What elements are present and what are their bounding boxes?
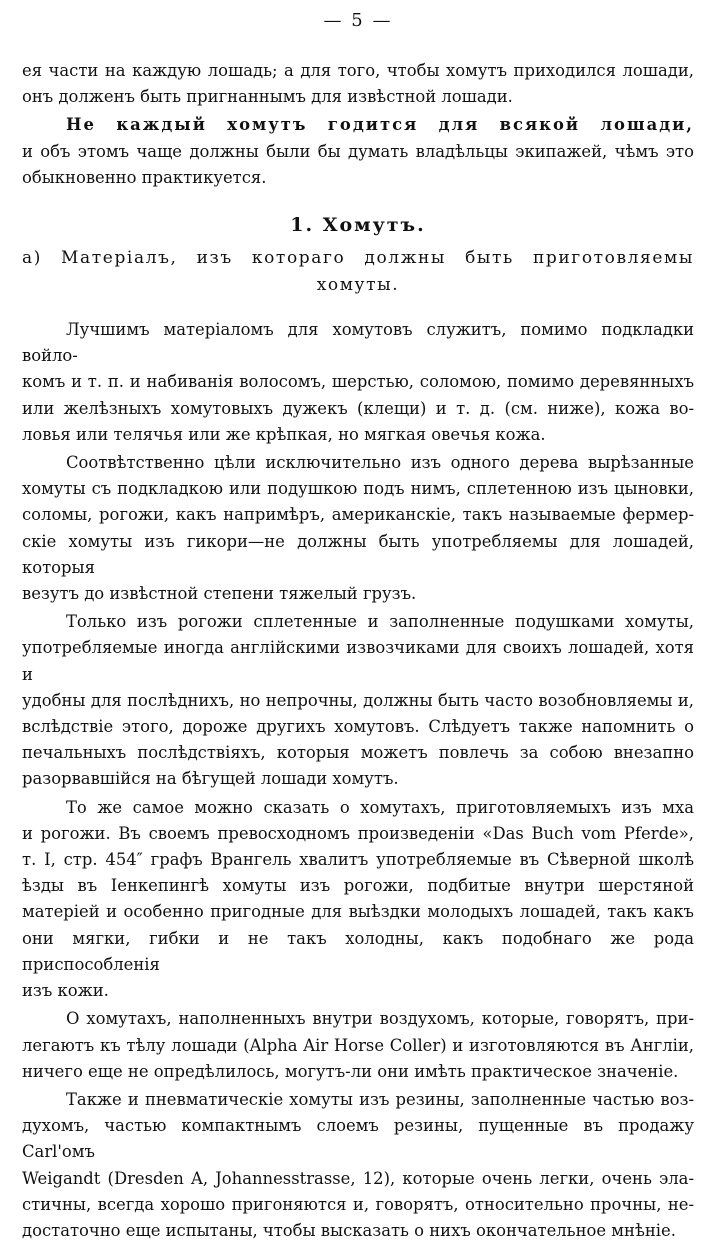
text-line: Лучшимъ матеріаломъ для хомутовъ служитъ, помимо подкладки войло-	[22, 320, 694, 366]
text-line: скіе хомуты изъ гикори—не должны быть употребляемы для лошадей, которыя	[22, 531, 694, 577]
page-number: — 5 —	[323, 10, 393, 31]
paragraph-2	[22, 112, 694, 191]
text-line: соломы, рогожи, какъ напримѣръ, американскіе, такъ называемые фермер-	[22, 505, 694, 525]
text-line: или желѣзныхъ хомутовыхъ дужекъ (клещи) и т. д. (см. ниже), кожа во-	[22, 398, 694, 418]
emphasized-text-line: Не каждый хомутъ годится для всякой лошади,	[66, 115, 694, 135]
text-line: Соотвѣтственно цѣли исключительно изъ одного дерева вырѣзанные	[66, 453, 694, 473]
text-line: матеріей и особенно пригодные для выѣздки молодыхъ лошадей, такъ какъ	[22, 902, 694, 922]
paragraph-6	[22, 795, 694, 1005]
paragraph-4	[22, 450, 694, 607]
paragraph-5	[22, 609, 694, 792]
text-line: То же самое можно сказать о хомутахъ, приготовляемыхъ изъ мха	[66, 797, 694, 817]
text-line: духомъ, частью компактнымъ слоемъ резины, пущенные въ продажу Carl'омъ	[22, 1116, 694, 1162]
text-line: легаютъ къ тѣлу лошади (Alpha Air Horse Coller) и изготовляются въ Англіи,	[22, 1035, 694, 1055]
paragraph-1	[22, 58, 694, 110]
text-line: ловья или телячья или же крѣпкая, но мягкая овечья кожа.	[22, 424, 546, 444]
text-line: вслѣдствіе этого, дороже другихъ хомутовъ. Слѣдуетъ также напомнить о	[22, 717, 694, 737]
text-line: стичны, всегда хорошо пригоняются и, говорятъ, относительно прочны, не-	[22, 1194, 694, 1214]
paragraph-8	[22, 1087, 694, 1244]
text-line: комъ и т. п. и набиванія волосомъ, шерстью, соломою, помимо деревянныхъ	[22, 372, 694, 392]
text-line: ея части на каждую лошадь; а для того, чтобы хомутъ приходился лошади,	[22, 61, 694, 80]
subsection-heading	[22, 245, 694, 299]
text-line: О хомутахъ, наполненныхъ внутри воздухомъ, которые, говорятъ, при-	[66, 1009, 694, 1029]
text-line: везутъ до извѣстной степени тяжелый грузъ.	[22, 584, 417, 604]
text-line: хомуты съ подкладкою или подушкою подъ нимъ, сплетенною изъ цыновки,	[22, 479, 694, 499]
text-line: достаточно еще испытаны, чтобы высказать о нихъ окончательное мнѣніе.	[22, 1220, 676, 1240]
text-line: Weigandt (Dresden A, Johannesstrasse, 12), которые очень легки, очень эла-	[22, 1168, 694, 1188]
text-line: они мягки, гибки и не такъ холодны, какъ подобнаго же рода приспособленія	[22, 928, 694, 974]
text-line: и рогожи. Въ своемъ превосходномъ произведеніи «Das Buch vom Pferde»,	[22, 823, 694, 843]
page-body	[22, 58, 694, 1244]
text-line: Только изъ рогожи сплетенные и заполненные подушками хомуты,	[66, 612, 694, 632]
section-1	[22, 211, 694, 299]
text-line: печальныхъ послѣдствіяхъ, которыя можетъ повлечь за собою внезапно	[22, 743, 694, 763]
text-line: изъ кожи.	[22, 981, 109, 1001]
text-line: ѣзды въ Іенкепингѣ хомуты изъ рогожи, подбитые внутри шерстяной	[22, 876, 694, 896]
subsection-heading-line: хомуты.	[316, 275, 400, 296]
text-line: обыкновенно практикуется.	[22, 167, 267, 187]
text-line: и объ этомъ чаще должны были бы думать владѣльцы экипажей, чѣмъ это	[22, 141, 694, 161]
text-line: т. I, стр. 454″ графъ Врангель хвалитъ употребляемые въ Сѣверной школѣ	[22, 850, 694, 870]
text-line: Также и пневматическіе хомуты изъ резины, заполненные частью воз-	[66, 1089, 694, 1109]
text-line: онъ долженъ быть пригнаннымъ для извѣстной лошади.	[22, 87, 513, 107]
text-line: удобны для послѣднихъ, но непрочны, должны быть часто возобновляемы и,	[22, 690, 694, 710]
paragraph-7	[22, 1006, 694, 1085]
section-heading: 1. Хомутъ.	[290, 214, 426, 237]
text-line: употребляемые иногда англійскими извозчиками для своихъ лошадей, хотя и	[22, 638, 694, 684]
text-line: ничего еще не опредѣлилось, могутъ-ли они имѣть практическое значеніе.	[22, 1061, 679, 1081]
subsection-heading-line: а) Матеріалъ, изъ котораго должны быть приготовляемы	[22, 248, 694, 269]
paragraph-3	[22, 317, 694, 448]
text-line: разорвавшійся на бѣгущей лошади хомутъ.	[22, 769, 399, 789]
